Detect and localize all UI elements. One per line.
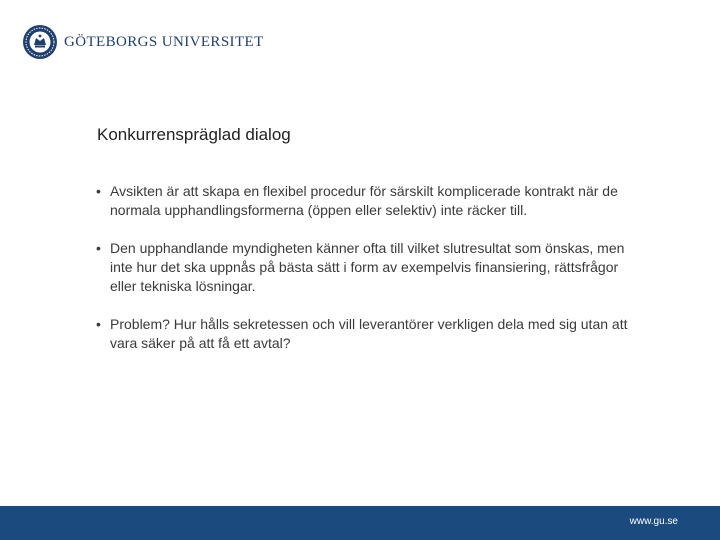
bullet-marker: • [96,240,101,256]
bullet-item [96,239,636,296]
bullet-item [96,315,636,353]
bullet-item [96,182,636,220]
bullet-text: Problem? Hur hålls sekretessen och vill leverantörer verkligen dela med sig utan att vara säker på att få ett avtal? [110,316,628,351]
bullet-marker: • [96,316,101,332]
bullet-marker: • [96,183,101,199]
footer-bar [0,506,720,540]
bullet-text: Den upphandlande myndigheten känner ofta till vilket slutresultat som önskas, men inte hur det ska uppnås på bästa sätt i form av exempelvis finansiering, rättsfrågor eller tekniska lösningar. [110,240,625,294]
slide-title: Konkurrenspräglad dialog [97,125,291,144]
footer-url[interactable]: www.gu.se [629,516,678,527]
header [22,20,264,64]
bullet-text: Avsikten är att skapa en flexibel procedur för särskilt komplicerade kontrakt när de normala upphandlingsformerna (öppen eller selektiv) inte räcker till. [110,183,618,218]
university-seal-icon [22,24,58,60]
bullet-list [96,182,636,372]
university-name: GÖTEBORGS UNIVERSITET [64,33,264,50]
